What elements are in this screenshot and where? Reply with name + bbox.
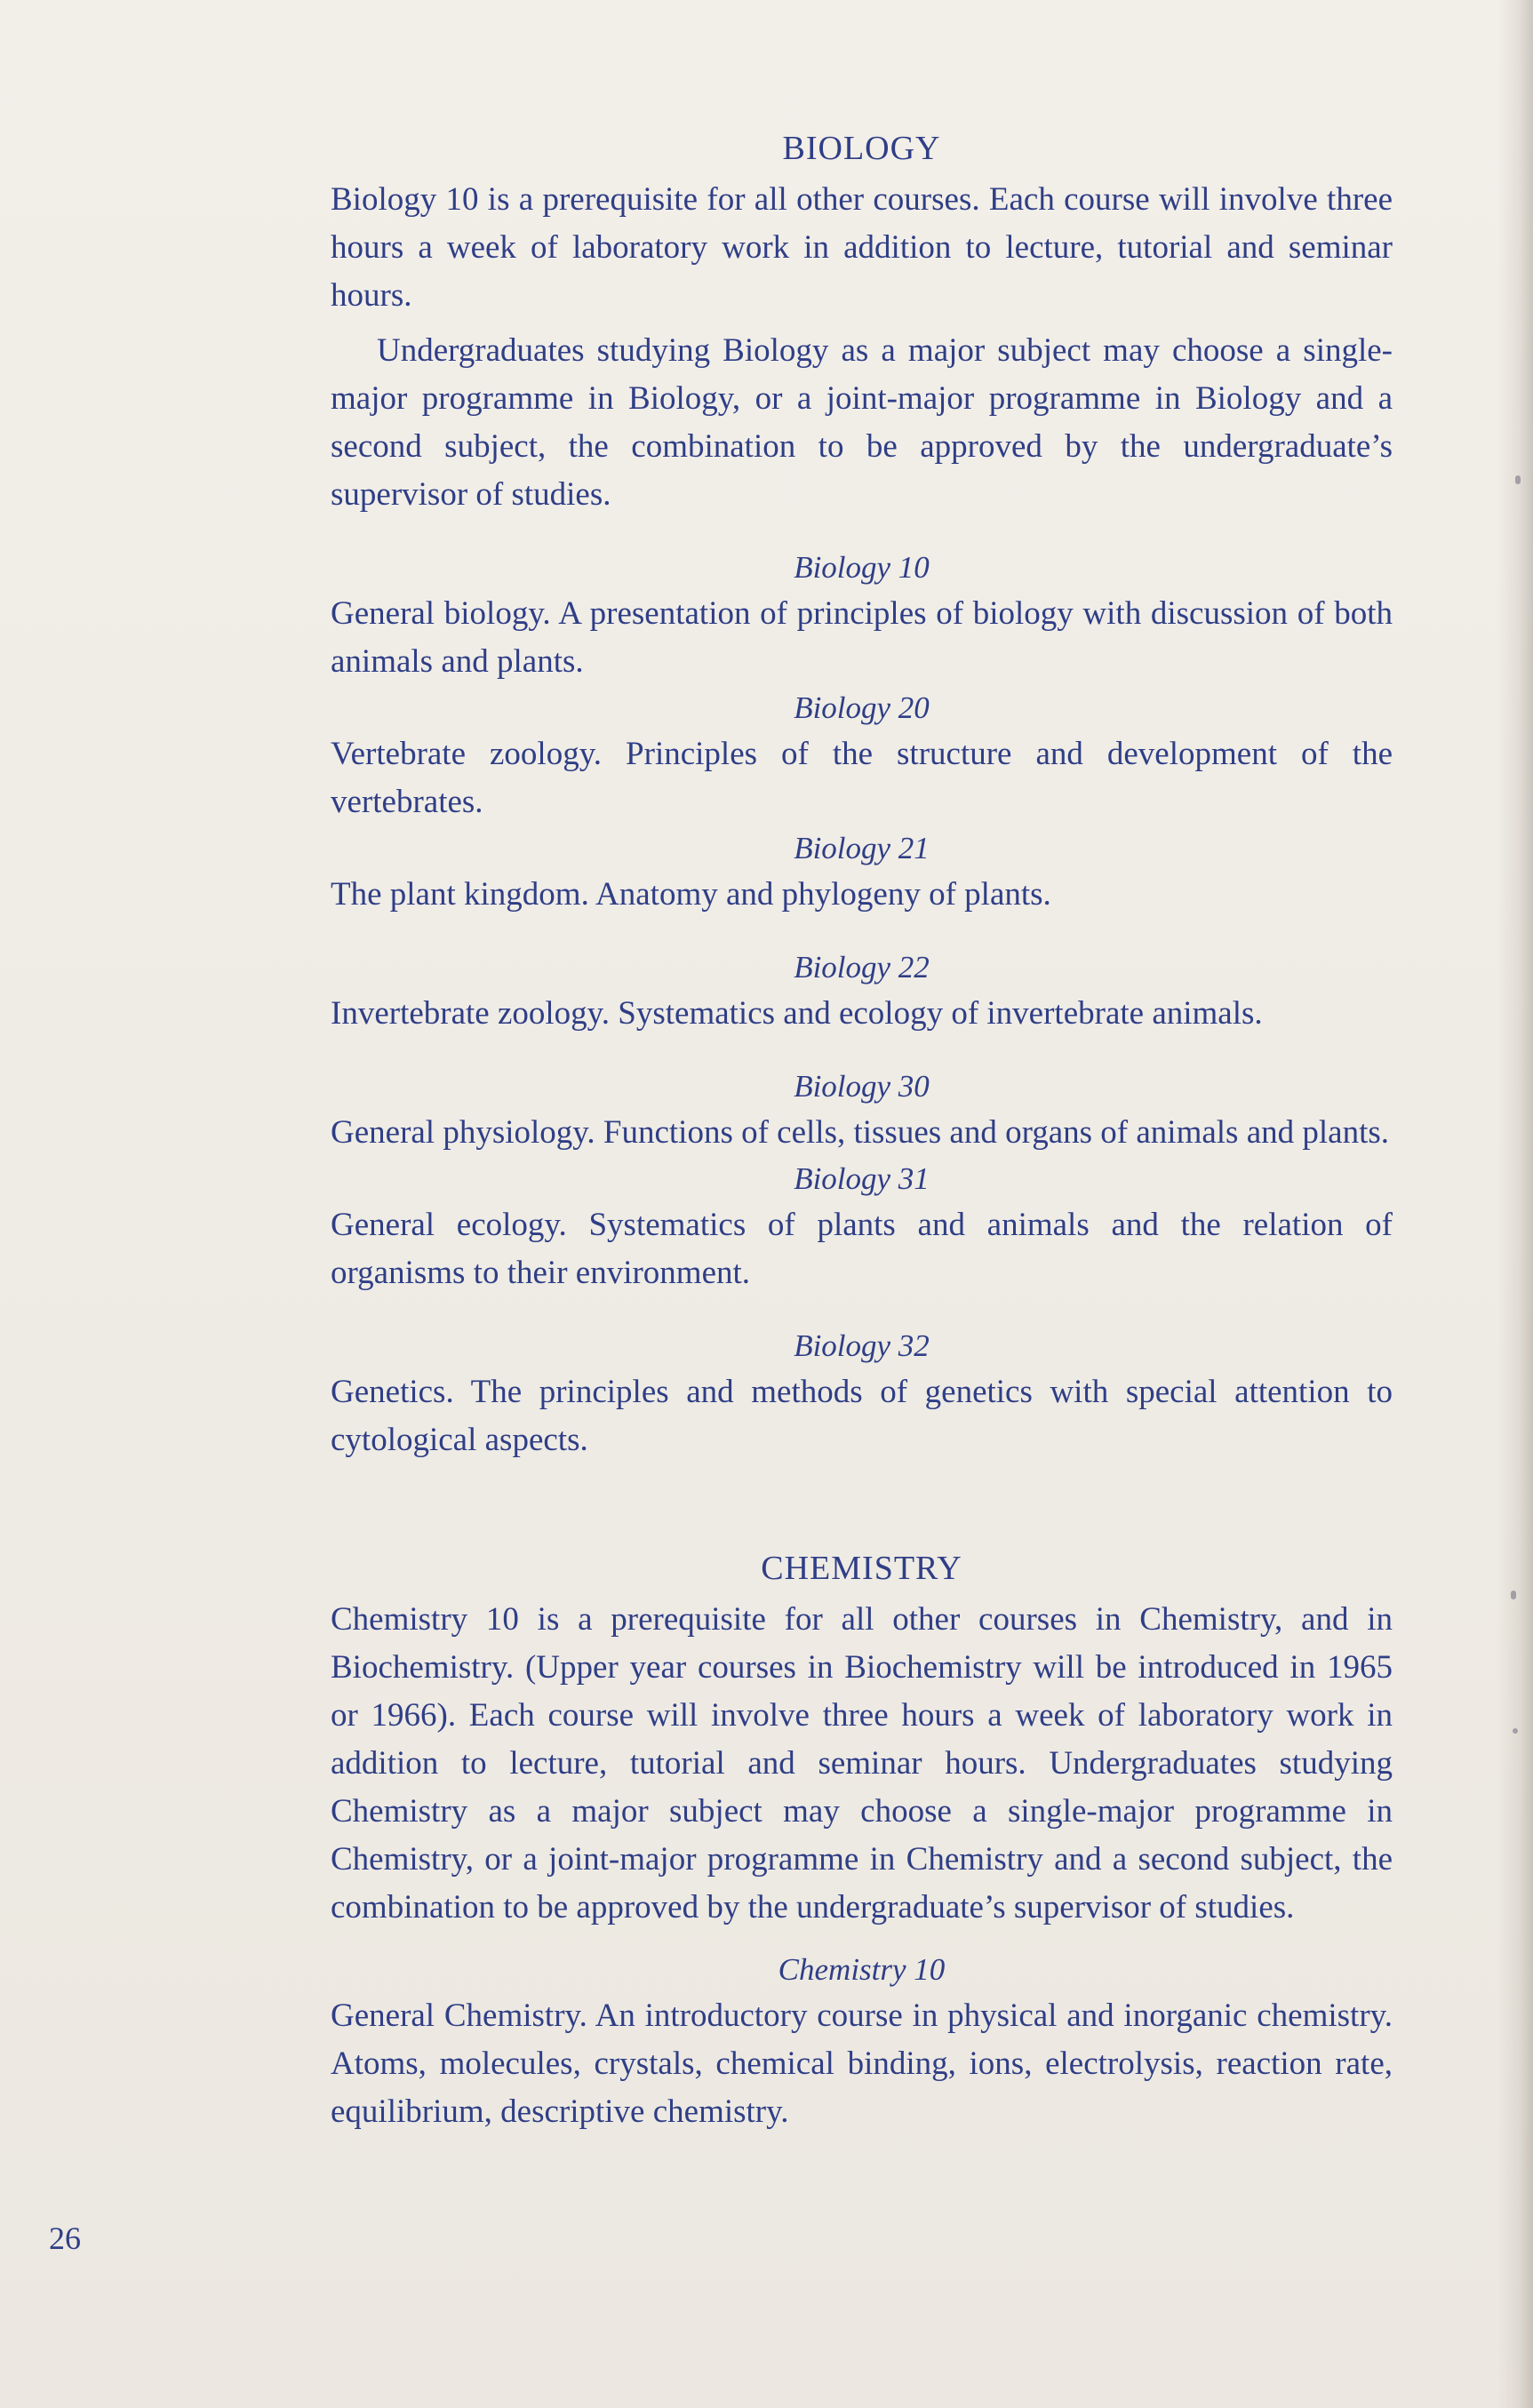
chemistry-course-entry [331,1948,1393,2136]
chemistry-intro-paragraph: Chemistry 10 is a prerequisite for all other courses in Chemistry, and in Biochemistry. (Upper year courses in Biochemistry will be introduced in 1965 or 1966). Each course will involve three hours a week of laboratory work in addition to lecture, tutorial and seminar hours. Undergraduates studying Chemistry as a major subject may choose a single-major programme in Chemistry, or a joint-major programme in Chemistry and a second subject, the combination to be approved by the undergraduate’s supervisor of studies. [331,1601,1393,1926]
biology-course-entry [331,1324,1393,1464]
course-description: General Chemistry. An introductory course in physical and inorganic chemistry. Atoms, molecules, crystals, chemical binding, ions, electrolysis, reaction rate, equilibrium, descriptive chemistry. [331,1997,1393,2130]
page-number: 26 [49,2221,81,2256]
biology-heading: BIOLOGY [782,130,941,167]
course-description: Vertebrate zoology. Principles of the structure and development of the vertebrates. [331,736,1393,820]
course-title: Biology 20 [794,690,930,725]
biology-intro-paragraph-2: Undergraduates studying Biology as a major subject may choose a single-major programme in Biology, or a joint-major programme in Biology and a second subject, the combination to be approved by the undergraduate’s supervisor of studies. [331,332,1393,513]
course-description: General biology. A presentation of principles of biology with discussion of both animals and plants. [331,595,1393,680]
course-title: Biology 32 [794,1328,930,1363]
biology-intro-paragraph-1: Biology 10 is a prerequisite for all other courses. Each course will involve three hours a week of laboratory work in addition to lecture, tutorial and seminar hours. [331,181,1393,314]
text-column [331,124,1393,2136]
course-title: Biology 31 [794,1161,930,1196]
paper-speck [1515,475,1521,484]
course-description: General ecology. Systematics of plants and animals and the relation of organisms to their environment. [331,1207,1393,1291]
paper-speck [1513,1728,1518,1734]
biology-course-entry [331,1157,1393,1297]
page-edge-shadow [1497,0,1533,2408]
course-title: Biology 30 [794,1069,930,1104]
biology-course-entry [331,546,1393,686]
course-title: Chemistry 10 [778,1952,946,1987]
course-title: Biology 21 [794,831,930,865]
course-description: Genetics. The principles and methods of genetics with special attention to cytological aspects. [331,1374,1393,1458]
course-description: General physiology. Functions of cells, tissues and organs of animals and plants. [331,1114,1390,1151]
paper-speck [1511,1591,1516,1599]
course-description: Invertebrate zoology. Systematics and ecology of invertebrate animals. [331,995,1263,1032]
biology-course-entry [331,1064,1393,1157]
course-title: Biology 22 [794,950,930,985]
course-description: The plant kingdom. Anatomy and phylogeny of plants. [331,876,1051,913]
chemistry-heading: CHEMISTRY [761,1550,962,1587]
biology-course-entry [331,826,1393,919]
course-title: Biology 10 [794,550,930,585]
biology-course-entry [331,686,1393,826]
biology-course-entry [331,945,1393,1038]
